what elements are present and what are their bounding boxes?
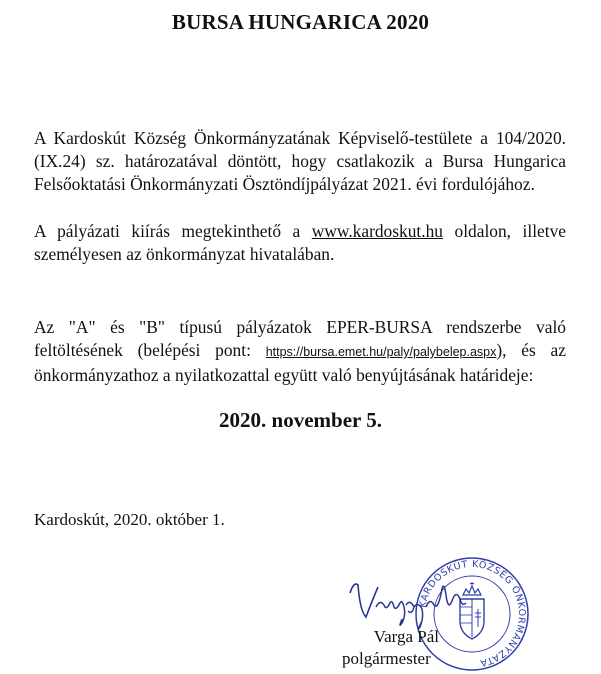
paragraph-announcement	[34, 220, 566, 266]
signature-block	[330, 555, 601, 674]
paragraph-deadline-after: ), és az önkormányzathoz a nyilatkozattal együtt való benyújtásának határideje:	[34, 340, 566, 385]
seal-text: KARDOSKÚT KÖZSÉG ÖNKORMÁNYZATA	[417, 558, 528, 669]
deadline-date: 2020. november 5.	[219, 408, 382, 432]
paragraph-deadline-before: Az "A" és "B" típusú pályázatok EPER-BURSA rendszerbe való feltöltésének (belépési pont:	[34, 317, 566, 360]
signer-title: polgármester	[342, 649, 431, 668]
eper-bursa-link[interactable]: https://bursa.emet.hu/paly/palybelep.aspx	[265, 345, 497, 359]
paragraph-announcement-before: A pályázati kiírás megtekinthető a	[34, 221, 312, 241]
paragraph-decision: A Kardoskút Község Önkormányzatának Képviselő-testülete a 104/2020. (IX.24) sz. határozatával döntött, hogy csatlakozik a Bursa Hungarica Felsőoktatási Önkormányzati Ösztöndíjpályázat 2021. évi fordulójához.	[34, 128, 566, 194]
paragraph-announcement-after: oldalon, illetve személyesen az önkormányzat hivatalában.	[34, 221, 566, 264]
document-title: BURSA HUNGARICA 2020	[171, 10, 430, 34]
place-and-date: Kardoskút, 2020. október 1.	[34, 510, 225, 529]
paragraph-deadline-info	[34, 316, 566, 387]
website-link[interactable]: www.kardoskut.hu	[311, 221, 443, 241]
signer-name: Varga Pál	[373, 627, 439, 646]
